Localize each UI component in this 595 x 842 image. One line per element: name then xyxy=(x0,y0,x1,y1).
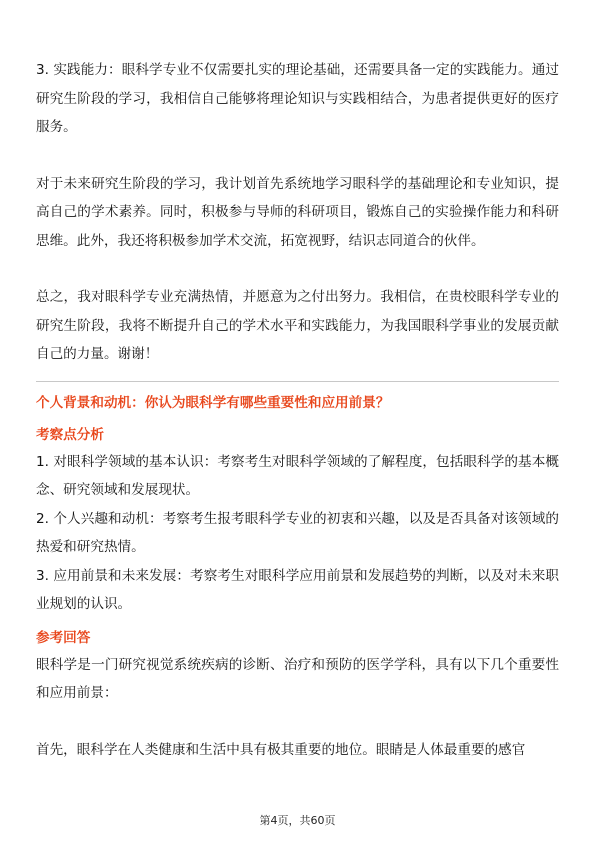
answer-intro-paragraph: 眼科学是一门研究视觉系统疾病的诊断、治疗和预防的医学学科，具有以下几个重要性和应用前景： xyxy=(36,656,559,701)
answer-first-paragraph: 首先，眼科学在人类健康和生活中具有极其重要的地位。眼睛是人体最重要的感官 xyxy=(36,741,526,758)
answer-heading: 参考回答 xyxy=(36,629,91,646)
practice-paragraph: 3. 实践能力：眼科学专业不仅需要扎实的理论基础，还需要具备一定的实践能力。通过研究生阶段的学习，我相信自己能够将理论知识与实践相结合，为患者提供更好的医疗服务。 xyxy=(36,62,559,135)
analysis-item: 2. 个人兴趣和动机：考察考生报考眼科学专业的初衷和兴趣，以及是否具备对该领域的热爱和研究热情。 xyxy=(36,510,559,555)
study-plan-paragraph: 对于未来研究生阶段的学习，我计划首先系统地学习眼科学的基础理论和专业知识，提高自己的学术素养。同时，积极参与导师的科研项目，锻炼自己的实验操作能力和科研思维。此外，我还将积极参加学术交流，拓宽视野，结识志同道合的伙伴。 xyxy=(36,175,559,249)
page-footer: 第4页，共60页 xyxy=(259,814,336,827)
paragraph-gap xyxy=(36,255,559,283)
analysis-item: 1. 对眼科学领域的基本认识：考察考生对眼科学领域的了解程度，包括眼科学的基本概念、研究领域和发展现状。 xyxy=(36,453,559,498)
analysis-heading: 考察点分析 xyxy=(36,426,104,443)
analysis-item: 3. 应用前景和未来发展：考察考生对眼科学应用前景和发展趋势的判断，以及对未来职业规划的认识。 xyxy=(36,567,559,612)
paragraph-gap xyxy=(36,708,559,736)
question-title: 个人背景和动机：你认为眼科学有哪些重要性和应用前景？ xyxy=(36,394,390,411)
analysis-list xyxy=(36,448,559,619)
document-page xyxy=(36,56,559,764)
paragraph-gap xyxy=(36,142,559,170)
summary-paragraph: 总之，我对眼科学专业充满热情，并愿意为之付出努力。我相信，在贵校眼科学专业的研究生阶段，我将不断提升自己的学术水平和实践能力，为我国眼科学事业的发展贡献自己的力量。谢谢！ xyxy=(36,289,559,362)
section-divider xyxy=(36,381,559,382)
